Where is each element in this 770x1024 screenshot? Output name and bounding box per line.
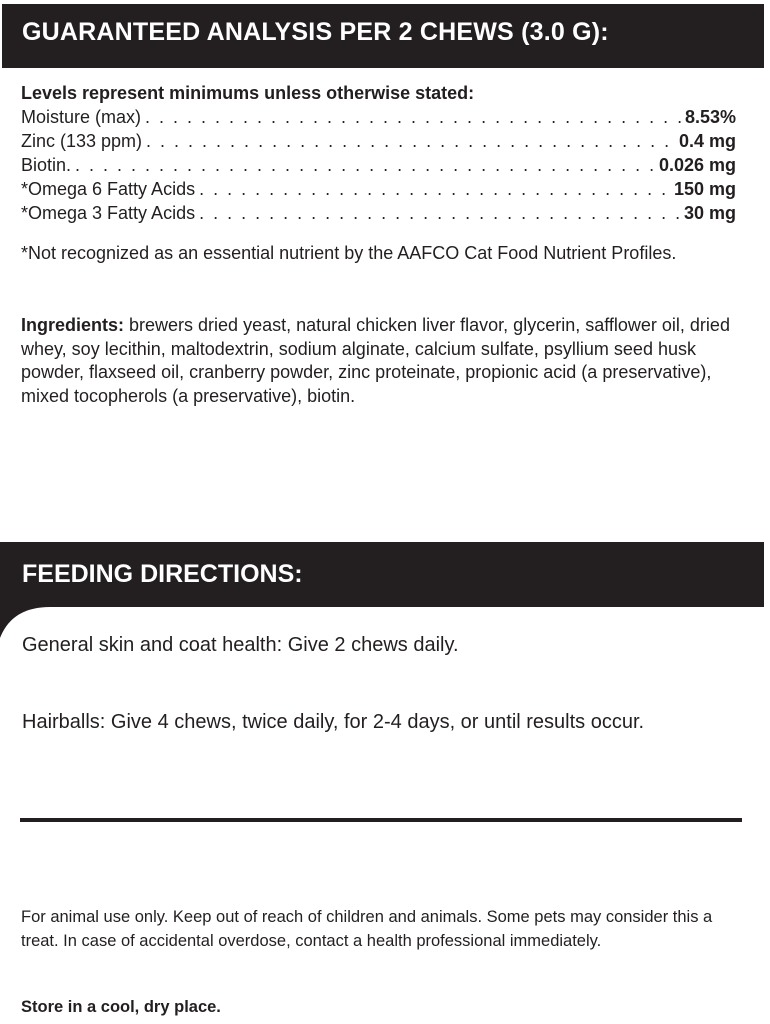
analysis-value: 8.53% xyxy=(684,107,736,127)
analysis-row-biotin xyxy=(21,153,736,177)
analysis-banner xyxy=(2,4,764,68)
analysis-label: *Omega 3 Fatty Acids xyxy=(21,203,196,223)
analysis-row-omega-6 xyxy=(21,177,736,201)
analysis-row-omega-3 xyxy=(21,201,736,225)
analysis-label: Biotin. xyxy=(21,155,72,175)
ingredients-paragraph xyxy=(21,314,739,408)
analysis-table xyxy=(21,81,736,225)
warning-text: For animal use only. Keep out of reach of children and animals. Some pets may consider this a treat. In case of accidental overdose, contact a health professional immediately. xyxy=(21,908,713,950)
aafco-footnote: *Not recognized as an essential nutrient by the AAFCO Cat Food Nutrient Profiles. xyxy=(21,243,677,263)
feeding-banner xyxy=(0,542,764,638)
analysis-value: 0.026 mg xyxy=(658,155,736,175)
analysis-row-moisture xyxy=(21,105,736,129)
dot-leader xyxy=(145,105,681,129)
levels-note: Levels represent minimums unless otherwise stated: xyxy=(21,83,475,103)
analysis-value: 150 mg xyxy=(673,179,736,199)
analysis-label: Zinc (133 ppm) xyxy=(21,131,143,151)
dot-leader xyxy=(146,129,675,153)
analysis-heading: GUARANTEED ANALYSIS PER 2 CHEWS (3.0 G): xyxy=(22,18,609,46)
analysis-value: 30 mg xyxy=(683,203,736,223)
direction-hairballs: Hairballs: Give 4 chews, twice daily, for 2-4 days, or until results occur. xyxy=(22,711,645,733)
section-divider xyxy=(20,818,742,822)
feeding-heading: FEEDING DIRECTIONS: xyxy=(22,560,303,588)
storage-instruction: Store in a cool, dry place. xyxy=(21,998,221,1016)
ingredients-list: brewers dried yeast, natural chicken liver flavor, glycerin, safflower oil, dried whey, soy lecithin, maltodextrin, sodium alginate, calcium sulfate, psyllium seed husk powder, flaxseed oil, cranberry powder, zinc proteinate, propionic acid (a preservative), mixed tocopherols (a preservative), biotin. xyxy=(21,315,730,406)
analysis-value: 0.4 mg xyxy=(678,131,736,151)
dot-leader xyxy=(75,153,655,177)
dot-leader xyxy=(199,201,680,225)
analysis-label: *Omega 6 Fatty Acids xyxy=(21,179,196,199)
analysis-label: Moisture (max) xyxy=(21,107,142,127)
ingredients-label: Ingredients: xyxy=(21,315,125,335)
feeding-banner-shape xyxy=(0,542,764,638)
dot-leader xyxy=(199,177,670,201)
analysis-row-zinc xyxy=(21,129,736,153)
direction-skin-coat: General skin and coat health: Give 2 chews daily. xyxy=(22,634,459,656)
